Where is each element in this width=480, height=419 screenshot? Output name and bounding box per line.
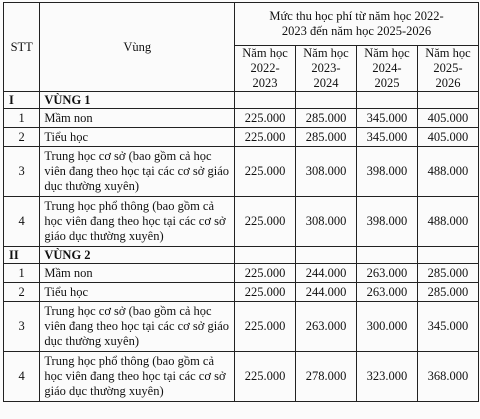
table-row bbox=[4, 302, 479, 352]
tuition-fee-table bbox=[3, 2, 479, 402]
education-level: Mầm non bbox=[40, 264, 235, 283]
fee-cell: 244.000 bbox=[296, 264, 357, 283]
fee-cell: 225.000 bbox=[235, 128, 296, 147]
table-row bbox=[4, 197, 479, 247]
row-number: 2 bbox=[4, 128, 40, 147]
header-vung: Vùng bbox=[40, 3, 235, 92]
header-stt: STT bbox=[4, 3, 40, 92]
row-number: 3 bbox=[4, 147, 40, 197]
education-level: Trung học phổ thông (bao gồm cả học viên đang theo học tại các cơ sở giáo dục thường xuyên) bbox=[40, 197, 235, 247]
fee-cell: 285.000 bbox=[296, 128, 357, 147]
fee-cell: 263.000 bbox=[296, 302, 357, 352]
section-name: VÙNG 2 bbox=[40, 247, 235, 264]
fee-cell: 225.000 bbox=[235, 283, 296, 302]
table-row bbox=[4, 352, 479, 402]
education-level: Tiểu học bbox=[40, 283, 235, 302]
fee-cell: 345.000 bbox=[356, 109, 417, 128]
header-fee-period: Mức thu học phí từ năm học 2022-2023 đến năm học 2025-2026 bbox=[235, 3, 479, 46]
education-level: Trung học cơ sở (bao gồm cả học viên đang theo học tại các cơ sở giáo dục thường xuyên) bbox=[40, 147, 235, 197]
row-number: 2 bbox=[4, 283, 40, 302]
fee-cell: 405.000 bbox=[417, 109, 478, 128]
education-level: Trung học phổ thông (bao gồm cả học viên đang theo học tại các cơ sở giáo dục thường xuyên) bbox=[40, 352, 235, 402]
table-row bbox=[4, 283, 479, 302]
fee-cell: 345.000 bbox=[356, 128, 417, 147]
fee-cell: 244.000 bbox=[296, 283, 357, 302]
fee-cell: 225.000 bbox=[235, 352, 296, 402]
fee-cell: 308.000 bbox=[296, 147, 357, 197]
education-level: Mầm non bbox=[40, 109, 235, 128]
fee-cell: 285.000 bbox=[417, 283, 478, 302]
fee-cell: 278.000 bbox=[296, 352, 357, 402]
table-row bbox=[4, 109, 479, 128]
fee-cell: 405.000 bbox=[417, 128, 478, 147]
fee-cell: 225.000 bbox=[235, 109, 296, 128]
table-row bbox=[4, 147, 479, 197]
fee-cell: 308.000 bbox=[296, 197, 357, 247]
fee-cell: 225.000 bbox=[235, 302, 296, 352]
fee-cell: 345.000 bbox=[417, 302, 478, 352]
fee-cell: 488.000 bbox=[417, 147, 478, 197]
row-number: 4 bbox=[4, 352, 40, 402]
section-name: VÙNG 1 bbox=[40, 92, 235, 109]
row-number: 1 bbox=[4, 264, 40, 283]
row-number: 1 bbox=[4, 109, 40, 128]
education-level: Trung học cơ sở (bao gồm cả học viên đang theo học tại các cơ sở giáo dục thường xuyên) bbox=[40, 302, 235, 352]
table-row bbox=[4, 128, 479, 147]
row-number: 3 bbox=[4, 302, 40, 352]
section-number: I bbox=[4, 92, 40, 109]
fee-cell: 300.000 bbox=[356, 302, 417, 352]
fee-cell: 323.000 bbox=[356, 352, 417, 402]
table-row bbox=[4, 264, 479, 283]
fee-cell: 488.000 bbox=[417, 197, 478, 247]
section-number: II bbox=[4, 247, 40, 264]
education-level: Tiểu học bbox=[40, 128, 235, 147]
fee-cell: 263.000 bbox=[356, 264, 417, 283]
fee-cell: 225.000 bbox=[235, 197, 296, 247]
fee-cell: 263.000 bbox=[356, 283, 417, 302]
fee-cell: 225.000 bbox=[235, 147, 296, 197]
fee-cell: 285.000 bbox=[296, 109, 357, 128]
section-row bbox=[4, 92, 479, 109]
header-year: Năm học 2022-2023 bbox=[235, 46, 296, 92]
header-year: Năm học 2025-2026 bbox=[417, 46, 478, 92]
fee-cell: 368.000 bbox=[417, 352, 478, 402]
header-year: Năm học 2024-2025 bbox=[356, 46, 417, 92]
fee-cell: 225.000 bbox=[235, 264, 296, 283]
fee-cell: 398.000 bbox=[356, 197, 417, 247]
fee-cell: 285.000 bbox=[417, 264, 478, 283]
fee-cell: 398.000 bbox=[356, 147, 417, 197]
header-year: Năm học 2023-2024 bbox=[296, 46, 357, 92]
section-row bbox=[4, 247, 479, 264]
row-number: 4 bbox=[4, 197, 40, 247]
